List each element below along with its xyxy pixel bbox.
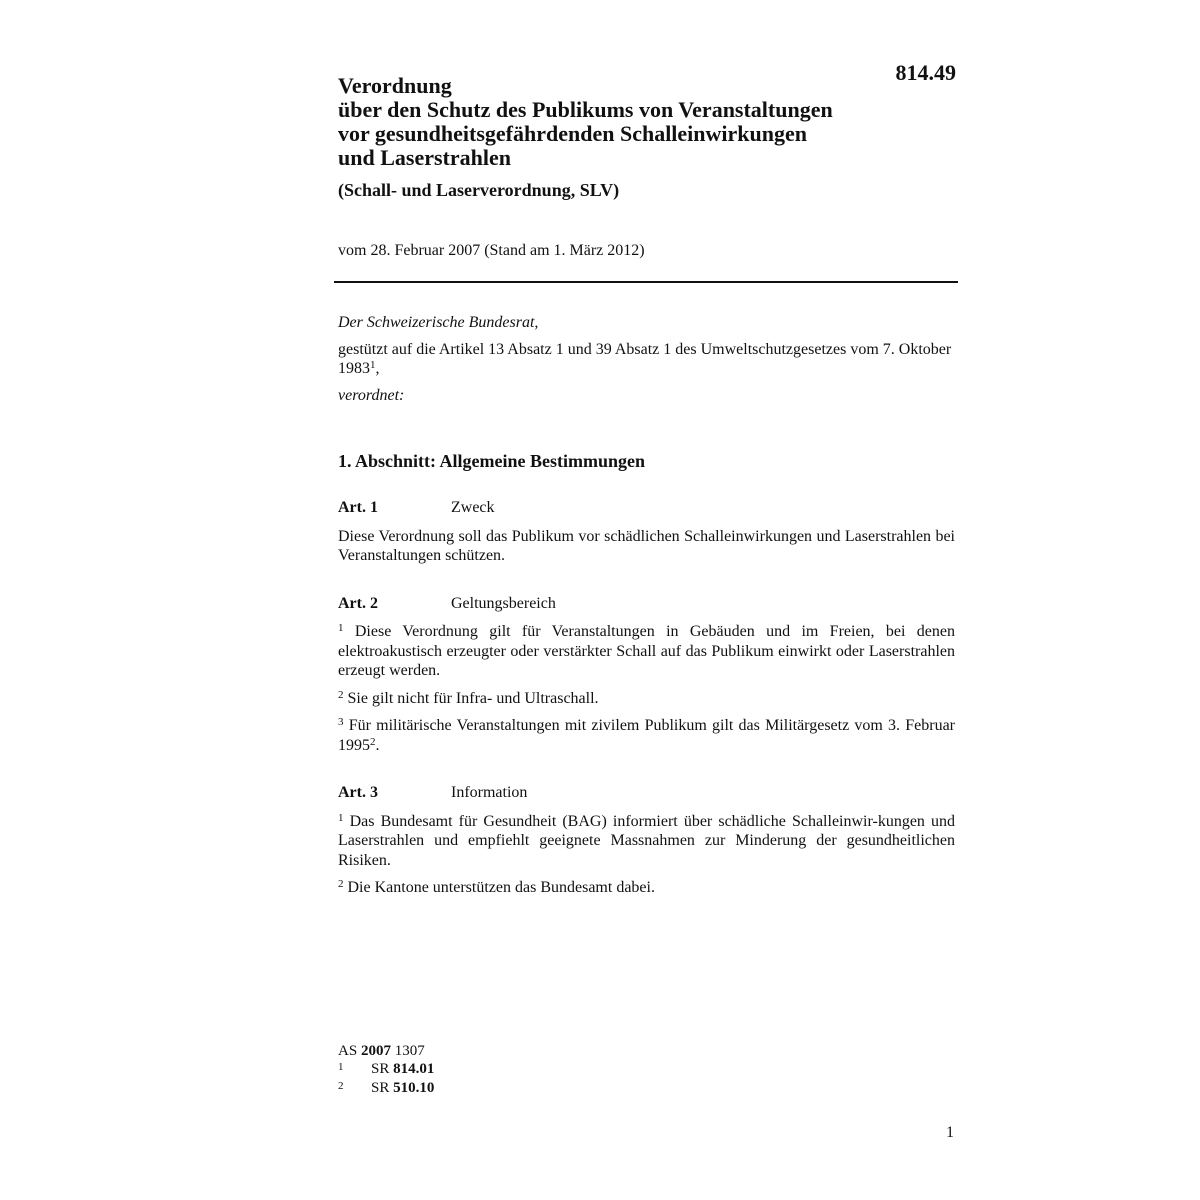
paragraph-text: Die Kantone unterstützen das Bundesamt dabei. (347, 879, 655, 896)
sr-number: 814.49 (895, 60, 956, 85)
article-paragraph (338, 812, 955, 871)
footnote-prefix: SR (371, 1080, 390, 1096)
article-number: Art. 1 (338, 499, 378, 516)
header-divider (334, 281, 958, 283)
footnote-mark: 2 (338, 1080, 344, 1092)
title-line: vor gesundheitsgefährdenden Schalleinwirkungen (338, 121, 808, 146)
article-paragraph (338, 622, 955, 681)
page-number: 1 (946, 1124, 954, 1141)
document-title (338, 74, 898, 170)
preamble-enacts: verordnet: (338, 386, 405, 404)
article-heading (338, 498, 955, 518)
as-prefix: AS (338, 1043, 358, 1059)
article-paragraph (338, 716, 955, 755)
title-line: Verordnung (338, 73, 452, 98)
preamble-basis-suffix: , (375, 360, 380, 377)
section-heading: 1. Abschnitt: Allgemeine Bestimmungen (338, 451, 646, 471)
footnote-ref-number: 510.10 (393, 1080, 435, 1096)
title-line: über den Schutz des Publikums von Veranstaltungen (338, 97, 833, 122)
footnote-ref: 2 (370, 735, 376, 748)
as-year: 2007 (360, 1043, 391, 1059)
paragraph-number: 2 (338, 878, 344, 890)
article-paragraph (338, 689, 955, 709)
article-title: Zweck (451, 499, 495, 516)
paragraph-number: 3 (338, 716, 344, 728)
article-heading (338, 783, 955, 803)
footnote-ref: 1 (370, 359, 376, 371)
paragraph-text: Diese Verordnung gilt für Veranstaltungen in Gebäuden und im Freien, bei denen elektroakustisch erzeugter oder verstärkter Schall auf das Publikum einwirkt oder Laserstrahlen erzeugt werden. (338, 623, 956, 679)
paragraph-suffix: . (375, 736, 380, 754)
preamble-basis-text: gestützt auf die Artikel 13 Absatz 1 und 39 Absatz 1 des Umweltschutzgesetzes vom 7. Oktober 1983 (338, 340, 952, 377)
as-page: 1307 (394, 1043, 425, 1059)
article-number: Art. 3 (338, 784, 378, 801)
preamble-basis (338, 340, 955, 379)
article-number: Art. 2 (338, 594, 378, 612)
article-paragraph: Diese Verordnung soll das Publikum vor schädlichen Schalleinwirkungen und Laserstrahlen bei Veranstaltungen schützen. (338, 527, 955, 564)
short-title: (Schall- und Laserverordnung, SLV) (338, 180, 620, 200)
paragraph-number: 1 (338, 622, 344, 634)
paragraph-text: Für militärische Veranstaltungen mit zivilem Publikum gilt das Militärgesetz vom 3. Februar 1995 (338, 717, 956, 754)
document-body (338, 313, 955, 898)
article-title: Information (451, 784, 528, 801)
article-title: Geltungsbereich (451, 594, 556, 612)
title-line: und Laserstrahlen (338, 145, 511, 170)
footnote-prefix: SR (371, 1061, 390, 1077)
footnote-item (338, 1079, 434, 1098)
paragraph-text: Sie gilt nicht für Infra- und Ultraschall. (347, 689, 599, 707)
paragraph-number: 2 (338, 688, 344, 701)
article-paragraph (338, 878, 955, 898)
date-line: vom 28. Februar 2007 (Stand am 1. März 2012) (338, 242, 645, 259)
paragraph-text: Das Bundesamt für Gesundheit (BAG) informiert über schädliche Schalleinwir-kungen und Laserstrahlen und empfiehlt geeignete Massnahmen zur Minderung der gesundheitlichen Risiken. (338, 812, 956, 869)
footnotes (338, 1042, 434, 1098)
paragraph-number: 1 (338, 811, 344, 824)
footnote-ref-number: 814.01 (393, 1061, 435, 1077)
article-heading (338, 594, 955, 614)
footnote-mark: 1 (338, 1061, 344, 1073)
preamble-authority: Der Schweizerische Bundesrat, (338, 314, 539, 331)
